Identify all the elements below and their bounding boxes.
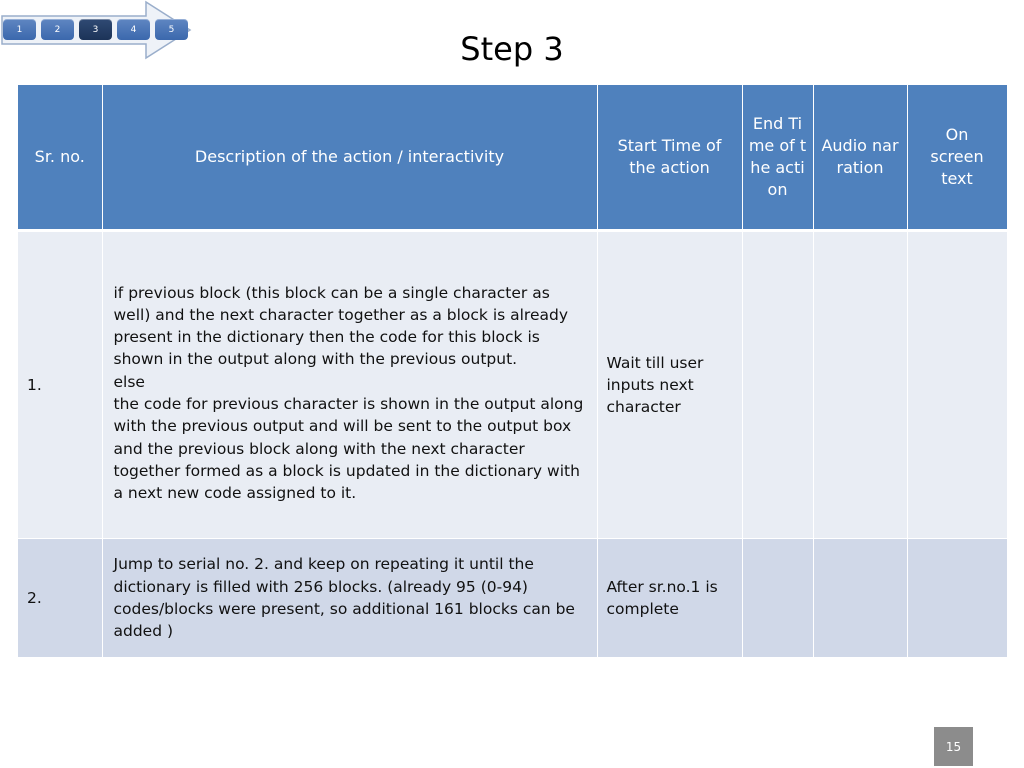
slide-title: Step 3 [460, 30, 564, 68]
header-sr-no: Sr. no. [18, 85, 102, 231]
cell-start-time: Wait till user inputs next character [597, 231, 742, 539]
cell-on-screen-text [907, 231, 1007, 539]
header-start-time: Start Time of the action [597, 85, 742, 231]
description-line: else [113, 372, 145, 391]
cell-audio-narration [813, 539, 907, 658]
header-audio-narration: Audio narration [813, 85, 907, 231]
cell-end-time [742, 231, 813, 539]
cell-description [102, 539, 597, 658]
header-description: Description of the action / interactivity [102, 85, 597, 231]
description-line: if previous block (this block can be a single character as well) and the next character together as a block is already present in the dictionary then the code for this block is shown in the output along with the previous output. [113, 283, 569, 369]
step-2-button[interactable]: 2 [41, 19, 74, 40]
cell-end-time [742, 539, 813, 658]
step-4-button[interactable]: 4 [117, 19, 150, 40]
cell-start-time: After sr.no.1 is complete [597, 539, 742, 658]
table-row [18, 231, 1007, 539]
description-line: the code for previous character is shown in the output along with the previous output and will be sent to the output box and the previous block along with the next character together formed as a block is updated in the dictionary with a next new code assigned to it. [113, 395, 584, 503]
cell-audio-narration [813, 231, 907, 539]
storyboard-table [18, 85, 1008, 658]
cell-on-screen-text [907, 539, 1007, 658]
cell-description [102, 231, 597, 539]
cell-sr-no: 1. [18, 231, 102, 539]
header-on-screen-text: On screen text [907, 85, 1007, 231]
cell-sr-no: 2. [18, 539, 102, 658]
step-3-button[interactable]: 3 [79, 19, 112, 40]
step-5-button[interactable]: 5 [155, 19, 188, 40]
table-header-row [18, 85, 1007, 231]
description-line: Jump to serial no. 2. and keep on repeating it until the dictionary is filled with 256 blocks. (already 95 (0-94) codes/blocks were present, so additional 161 blocks can be added ) [113, 555, 575, 641]
header-end-time: End Time of the action [742, 85, 813, 231]
step-1-button[interactable]: 1 [3, 19, 36, 40]
table-row [18, 539, 1007, 658]
page-number-badge: 15 [934, 727, 973, 766]
